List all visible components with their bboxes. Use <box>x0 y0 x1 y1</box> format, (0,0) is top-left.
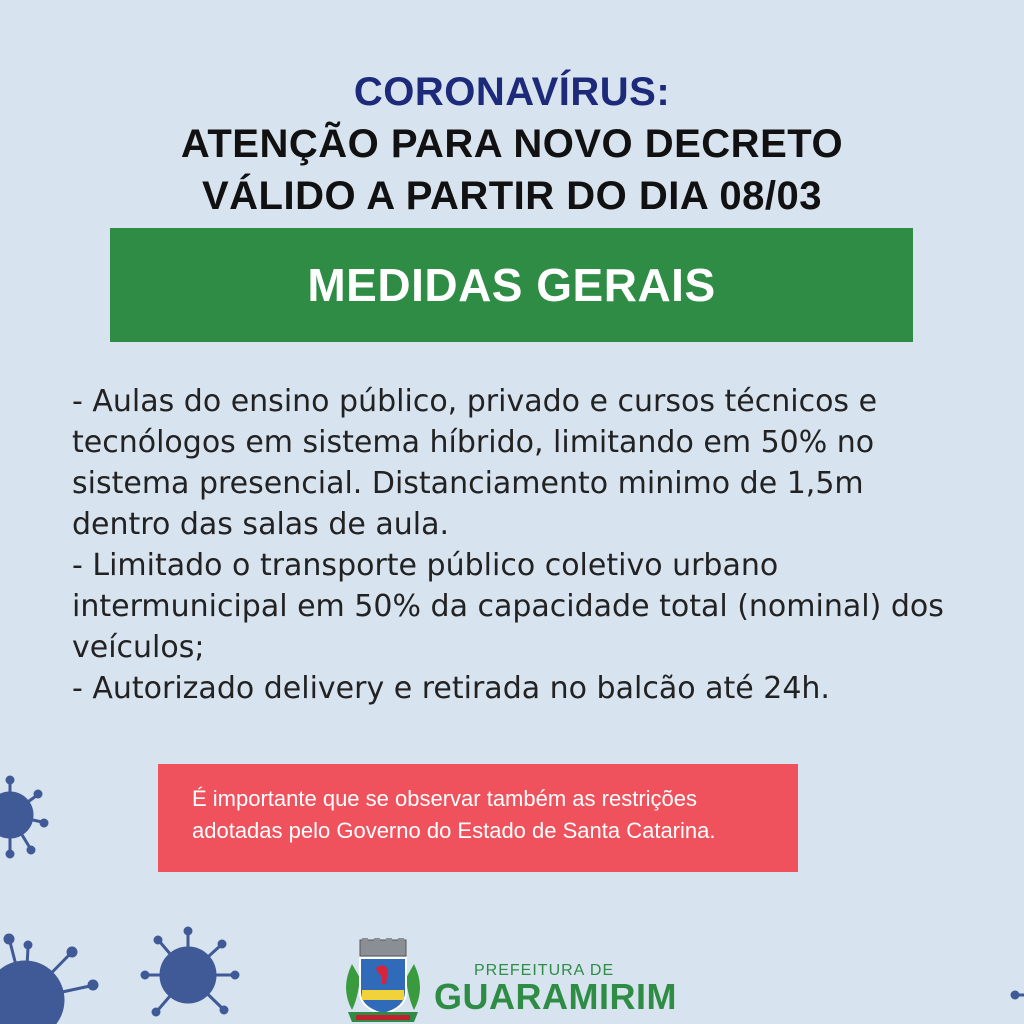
page-title-line-3: VÁLIDO A PARTIR DO DIA 08/03 <box>201 174 822 218</box>
notice-line: adotadas pelo Governo do Estado de Santa Catarina. <box>192 818 716 843</box>
measures-line: veículos; <box>72 630 205 665</box>
virus-icon <box>0 770 50 860</box>
measures-text <box>72 381 952 709</box>
measures-line: tecnólogos em sistema híbrido, limitando em 50% no <box>72 425 875 460</box>
section-banner-label: MEDIDAS GERAIS <box>307 259 716 311</box>
measures-line: intermunicipal em 50% da capacidade total (nominal) dos <box>72 589 944 624</box>
measures-line: - Autorizado delivery e retirada no balcão até 24h. <box>72 671 830 706</box>
virus-icon <box>0 930 110 1024</box>
measures-line: - Limitado o transporte público coletivo urbano <box>72 548 779 583</box>
brand-name: GUARAMIRIM <box>434 976 677 1017</box>
notice-box <box>158 764 798 872</box>
section-banner <box>110 228 913 342</box>
measures-line: sistema presencial. Distanciamento minimo de 1,5m <box>72 466 864 501</box>
page-title-line-1: CORONAVÍRUS: <box>353 70 671 114</box>
brand-prefix: PREFEITURA DE <box>474 962 615 979</box>
measures-line: - Aulas do ensino público, privado e cursos técnicos e <box>72 384 878 419</box>
page-title-line-2: ATENÇÃO PARA NOVO DECRETO <box>180 122 844 166</box>
city-coat-of-arms-icon <box>338 938 428 1024</box>
notice-line: É importante que se observar também as restrições <box>192 786 698 811</box>
measures-line: dentro das salas de aula. <box>72 507 450 542</box>
virus-icon <box>140 920 240 1024</box>
virus-icon <box>1010 980 1024 1010</box>
